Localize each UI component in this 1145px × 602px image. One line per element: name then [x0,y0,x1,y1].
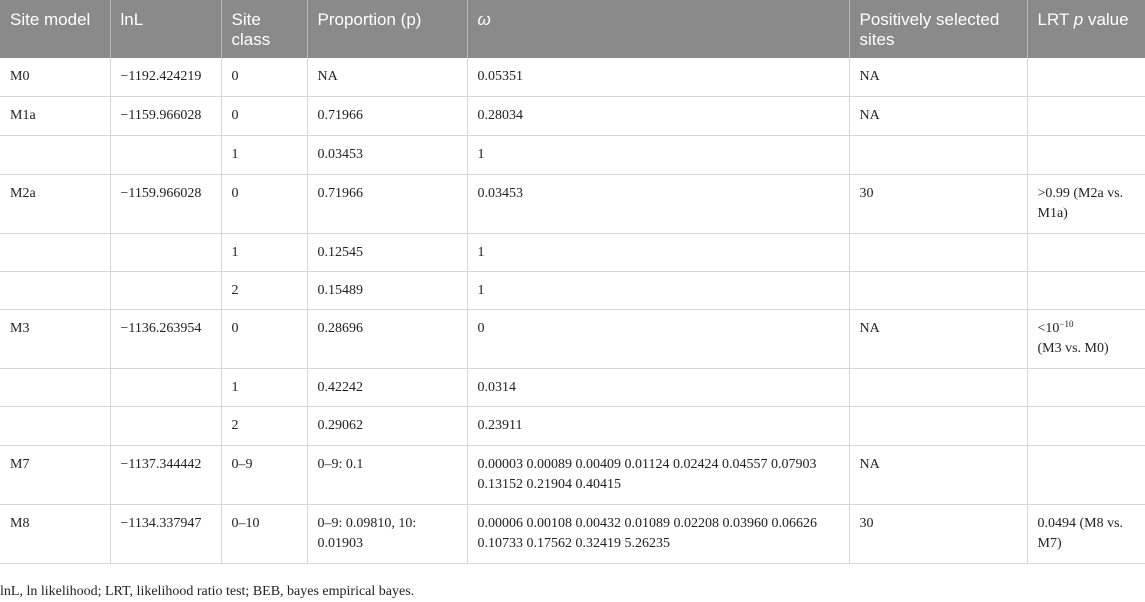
cell-omega: 0 [467,309,849,368]
table-row [0,406,1145,445]
lrt-m3-exponent: −10 [1059,318,1074,329]
cell-lrt [1027,58,1145,96]
cell-site-class: 2 [221,271,307,309]
cell-model: M7 [0,445,110,504]
cell-sites: 30 [849,174,1027,233]
header-lrt [1027,0,1145,58]
cell-proportion: 0.29062 [307,406,467,445]
cell-model [0,406,110,445]
cell-lrt: >0.99 (M2a vs. M1a) [1027,174,1145,233]
cell-omega: 0.00006 0.00108 0.00432 0.01089 0.02208 0.03960 0.06626 0.10733 0.17562 0.32419 5.26235 [467,504,849,563]
cell-lrt [1027,368,1145,406]
cell-sites [849,406,1027,445]
cell-lnl [110,368,221,406]
cell-model: M2a [0,174,110,233]
table-row [0,96,1145,135]
cell-lnl [110,135,221,174]
table-row [0,233,1145,271]
table-row [0,271,1145,309]
table-row [0,309,1145,368]
header-positively-selected: Positively selected sites [849,0,1027,58]
table-row [0,135,1145,174]
header-lrt-suffix: value [1087,10,1129,29]
cell-proportion: 0–9: 0.1 [307,445,467,504]
table-row [0,58,1145,96]
cell-proportion: 0.12545 [307,233,467,271]
cell-sites: NA [849,445,1027,504]
cell-sites: NA [849,58,1027,96]
lrt-m3-base: <10 [1037,320,1060,336]
cell-sites [849,233,1027,271]
cell-lnl [110,406,221,445]
cell-proportion: 0.42242 [307,368,467,406]
cell-omega: 0.03453 [467,174,849,233]
cell-site-class: 0–10 [221,504,307,563]
table-row [0,445,1145,504]
cell-proportion: NA [307,58,467,96]
table-footnote: lnL, ln likelihood; LRT, likelihood ratio test; BEB, bayes empirical bayes. [0,584,415,599]
table-row [0,504,1145,563]
cell-lnl: −1136.263954 [110,309,221,368]
cell-lnl [110,233,221,271]
cell-lnl: −1159.966028 [110,174,221,233]
cell-site-class: 1 [221,368,307,406]
cell-proportion: 0.71966 [307,174,467,233]
cell-lrt [1027,233,1145,271]
cell-proportion: 0.03453 [307,135,467,174]
cell-model: M3 [0,309,110,368]
cell-omega: 0.0314 [467,368,849,406]
cell-sites: NA [849,309,1027,368]
header-lnl: lnL [110,0,221,58]
cell-site-class: 0 [221,309,307,368]
cell-sites [849,271,1027,309]
omega-symbol: ω [477,10,491,29]
cell-omega: 0.23911 [467,406,849,445]
cell-lrt [1027,309,1145,368]
header-proportion: Proportion (p) [307,0,467,58]
cell-omega: 0.28034 [467,96,849,135]
cell-sites: 30 [849,504,1027,563]
cell-omega: 1 [467,233,849,271]
cell-site-class: 0 [221,174,307,233]
cell-lnl: −1137.344442 [110,445,221,504]
cell-omega: 0.00003 0.00089 0.00409 0.01124 0.02424 0.04557 0.07903 0.13152 0.21904 0.40415 [467,445,849,504]
cell-lnl: −1192.424219 [110,58,221,96]
cell-model: M1a [0,96,110,135]
header-site-class: Site class [221,0,307,58]
cell-lnl: −1159.966028 [110,96,221,135]
cell-lrt [1027,135,1145,174]
cell-model [0,271,110,309]
header-site-model: Site model [0,0,110,58]
cell-omega: 1 [467,135,849,174]
table-row [0,368,1145,406]
cell-site-class: 0–9 [221,445,307,504]
cell-sites: NA [849,96,1027,135]
cell-site-class: 1 [221,135,307,174]
cell-lrt [1027,271,1145,309]
cell-site-class: 2 [221,406,307,445]
cell-omega: 1 [467,271,849,309]
cell-model: M0 [0,58,110,96]
lrt-m3-comparison: (M3 vs. M0) [1037,340,1109,356]
cell-site-class: 1 [221,233,307,271]
cell-proportion: 0.28696 [307,309,467,368]
cell-lnl: −1134.337947 [110,504,221,563]
cell-proportion: 0.15489 [307,271,467,309]
cell-lrt [1027,445,1145,504]
cell-lrt [1027,96,1145,135]
header-lrt-prefix: LRT [1037,10,1070,29]
cell-model [0,233,110,271]
cell-site-class: 0 [221,58,307,96]
cell-lrt [1027,406,1145,445]
cell-model [0,135,110,174]
table-row [0,174,1145,233]
cell-omega: 0.05351 [467,58,849,96]
cell-site-class: 0 [221,96,307,135]
cell-proportion: 0.71966 [307,96,467,135]
cell-proportion: 0–9: 0.09810, 10: 0.01903 [307,504,467,563]
cell-model: M8 [0,504,110,563]
header-lrt-p: p [1073,10,1084,29]
header-omega [467,0,849,58]
cell-model [0,368,110,406]
header-row [0,0,1145,58]
cell-sites [849,368,1027,406]
cell-lrt: 0.0494 (M8 vs. M7) [1027,504,1145,563]
cell-sites [849,135,1027,174]
cell-lnl [110,271,221,309]
